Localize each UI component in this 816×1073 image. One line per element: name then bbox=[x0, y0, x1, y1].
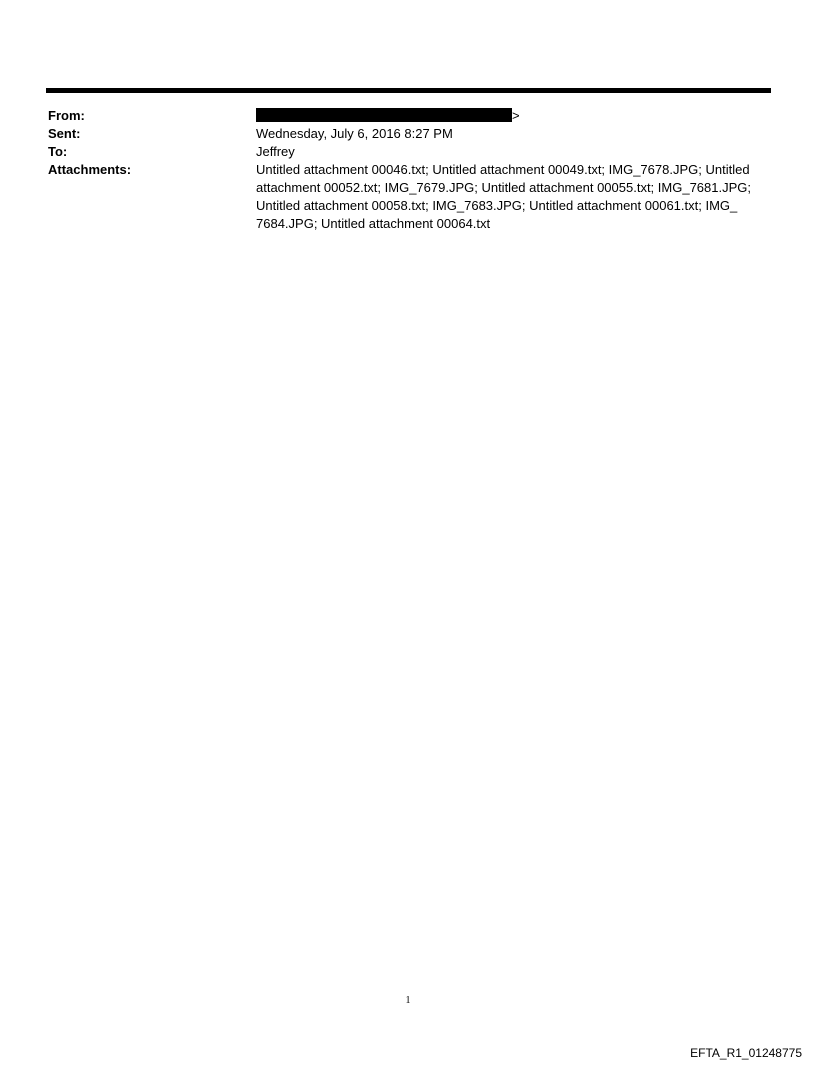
page-number: 1 bbox=[405, 995, 411, 1006]
attachments-label: Attachments: bbox=[48, 162, 132, 177]
bates-number: EFTA_R1_01248775 bbox=[690, 1046, 802, 1060]
redaction-block bbox=[256, 108, 512, 122]
sent-label: Sent: bbox=[48, 126, 81, 141]
from-row bbox=[48, 107, 768, 125]
sent-value: Wednesday, July 6, 2016 8:27 PM bbox=[256, 126, 453, 141]
from-label: From: bbox=[48, 108, 85, 123]
from-value bbox=[256, 107, 768, 125]
from-value-suffix: > bbox=[512, 108, 520, 123]
sent-row bbox=[48, 125, 768, 143]
to-label: To: bbox=[48, 144, 68, 159]
attachments-value: Untitled attachment 00046.txt; Untitled attachment 00049.txt; IMG_7678.JPG; Untitled attachment 00052.txt; IMG_7679.JPG; Untitled attachment 00055.txt; IMG_7681.JPG; Untitled attachment 00058.txt; IMG_7683.JPG; Untitled attachment 00061.txt; IMG_ 7684.JPG; Untitled attachment 00064.txt bbox=[256, 162, 751, 231]
email-header bbox=[48, 107, 768, 233]
header-rule bbox=[46, 88, 771, 93]
to-row bbox=[48, 143, 768, 161]
attachments-row bbox=[48, 161, 768, 233]
to-value: Jeffrey bbox=[256, 144, 295, 159]
